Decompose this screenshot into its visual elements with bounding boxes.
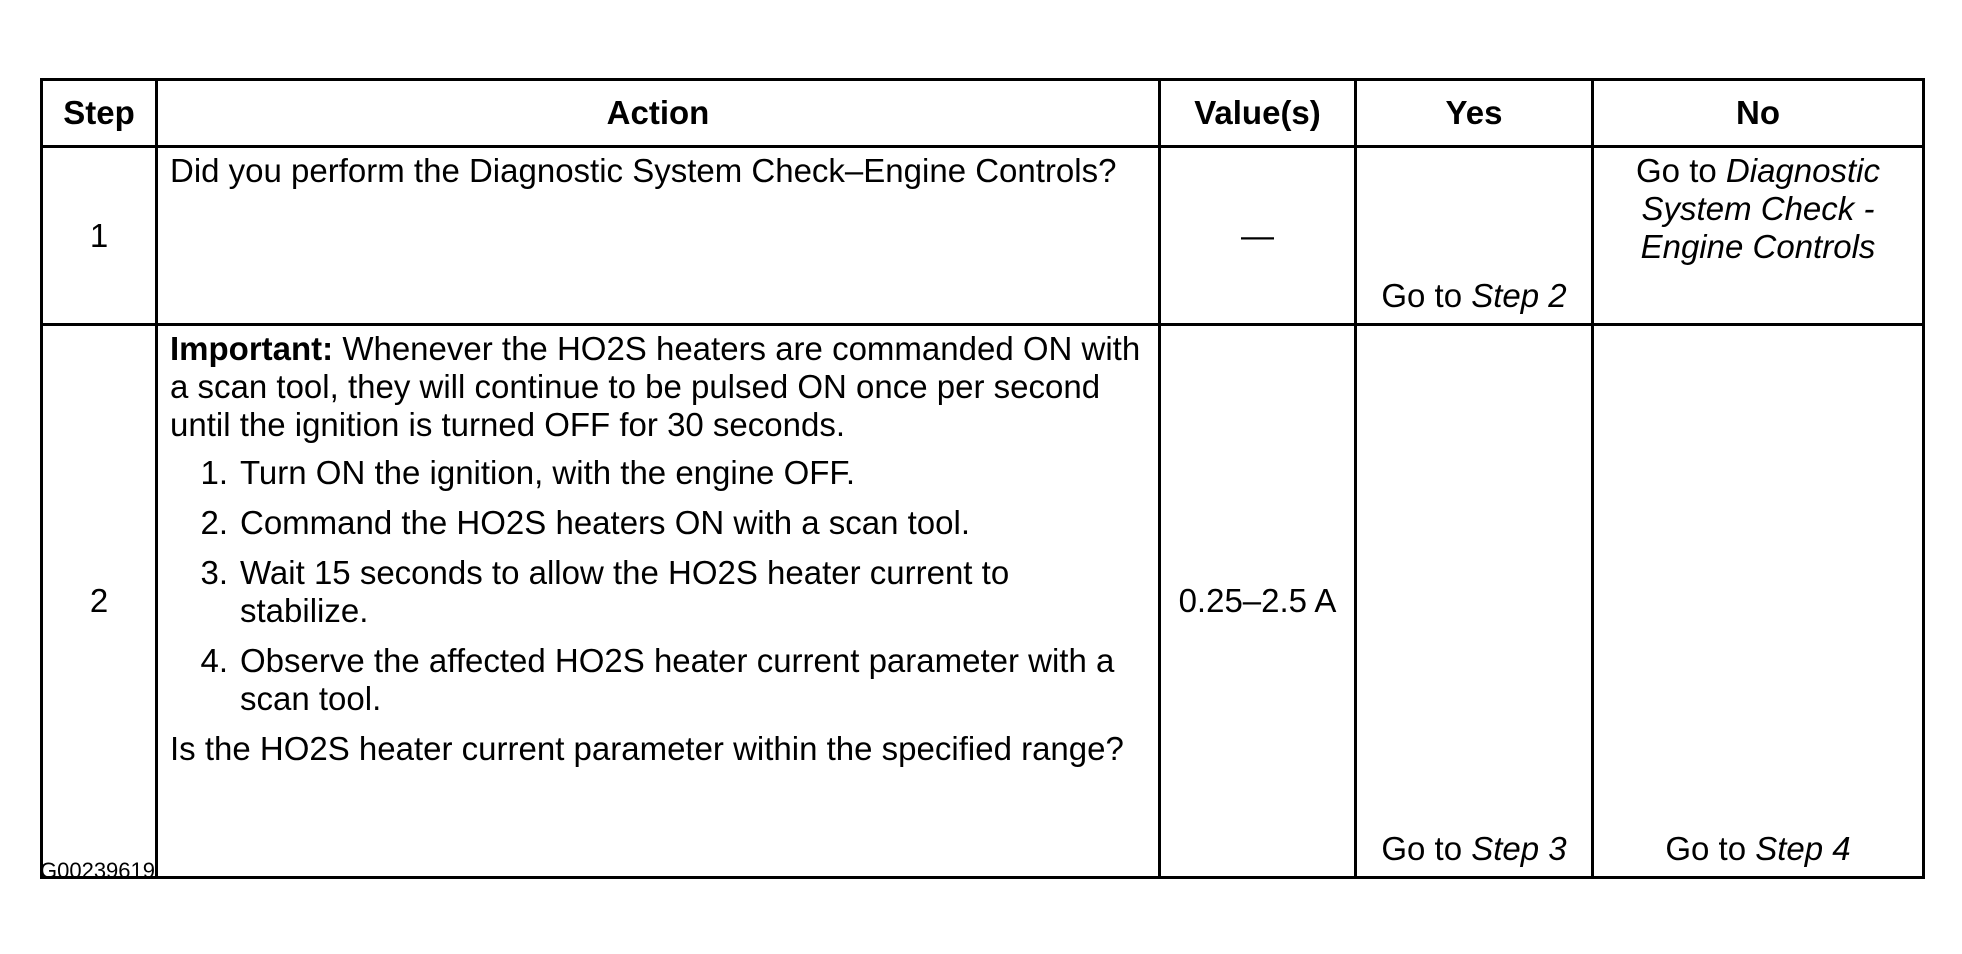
- substep-text: Wait 15 seconds to allow the HO2S heater current to stabilize.: [240, 554, 1010, 629]
- action-question: Is the HO2S heater current parameter within the specified range?: [170, 730, 1124, 767]
- list-item: [170, 454, 1146, 492]
- no-step-link[interactable]: Diagnostic System Check - Engine Controls: [1640, 152, 1880, 265]
- step-number: 1: [42, 147, 157, 325]
- substep-number: 1.: [200, 454, 228, 491]
- header-row: [42, 80, 1924, 147]
- no-prefix: Go to: [1665, 830, 1756, 867]
- header-action: Action: [157, 80, 1160, 147]
- substep-text: Turn ON the ignition, with the engine OFF.: [240, 454, 856, 491]
- header-step: Step: [42, 80, 157, 147]
- yes-cell: [1356, 147, 1593, 325]
- important-label: Important:: [170, 330, 334, 367]
- header-yes: Yes: [1356, 80, 1593, 147]
- figure-id: G00239619: [40, 858, 155, 883]
- yes-cell: [1356, 325, 1593, 878]
- substep-text: Command the HO2S heaters ON with a scan tool.: [240, 504, 970, 541]
- table-row: [42, 147, 1924, 325]
- header-values: Value(s): [1160, 80, 1356, 147]
- value-cell: —: [1160, 147, 1356, 325]
- substep-number: 3.: [200, 554, 228, 591]
- important-text: Whenever the HO2S heaters are commanded ON with a scan tool, they will continue to be pulsed ON once per second until the ignition is turned OFF for 30 seconds.: [170, 330, 1141, 443]
- action-text: [157, 325, 1160, 878]
- header-no: No: [1593, 80, 1924, 147]
- yes-prefix: Go to: [1381, 277, 1472, 314]
- step-number: 2: [42, 325, 157, 878]
- yes-prefix: Go to: [1381, 830, 1472, 867]
- important-note: [170, 330, 1146, 444]
- table-row: [42, 325, 1924, 878]
- list-item: [170, 504, 1146, 542]
- action-question: Did you perform the Diagnostic System Check–Engine Controls?: [170, 152, 1117, 189]
- substep-number: 2.: [200, 504, 228, 541]
- list-item: [170, 554, 1146, 630]
- no-cell: [1593, 147, 1924, 325]
- value-cell: 0.25–2.5 A: [1160, 325, 1356, 878]
- no-cell: [1593, 325, 1924, 878]
- yes-step-link[interactable]: Step 2: [1471, 277, 1567, 314]
- yes-step-link[interactable]: Step 3: [1471, 830, 1567, 867]
- no-prefix: Go to: [1636, 152, 1726, 189]
- substep-text: Observe the affected HO2S heater current parameter with a scan tool.: [240, 642, 1115, 717]
- substep-number: 4.: [200, 642, 228, 679]
- list-item: [170, 642, 1146, 718]
- substeps-list: [170, 454, 1146, 718]
- diagnostic-table: [40, 78, 1925, 879]
- action-text: [157, 147, 1160, 325]
- no-step-link[interactable]: Step 4: [1755, 830, 1851, 867]
